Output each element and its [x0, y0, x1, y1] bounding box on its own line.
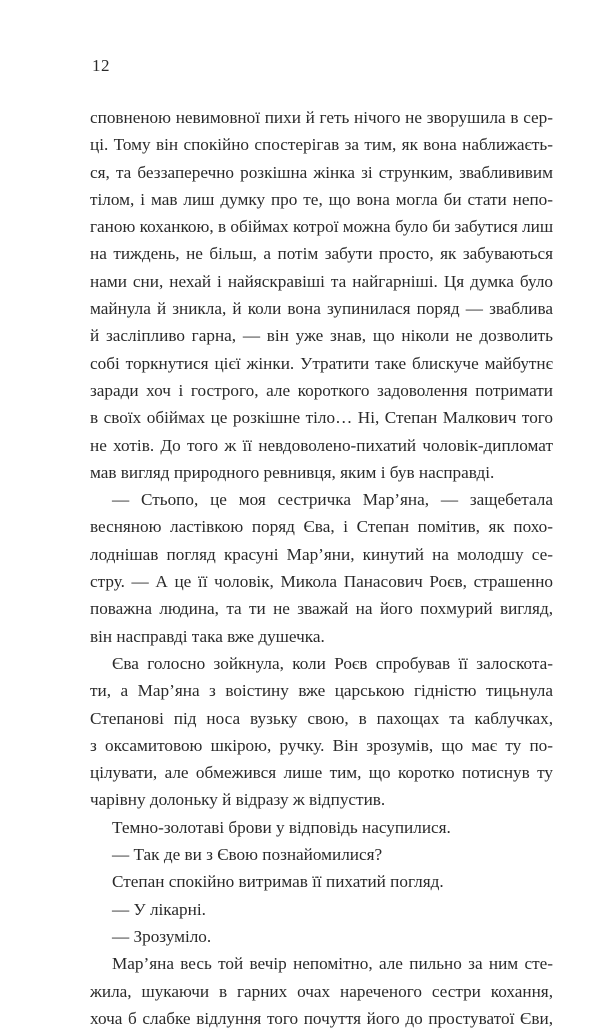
text-line: майнула й зникла, й коли вона зупинилася поряд — зваблива	[90, 299, 553, 319]
text-line: лоднішав погляд красуні Мар’яни, кинутий на молодшу се-	[90, 544, 553, 564]
text-line: заради хоч і гострого, але короткого задоволення потримати	[90, 380, 553, 400]
text-line: хоча б слабке відлуння того почуття його до простуватої Єви,	[90, 1008, 553, 1028]
text-line: — Так де ви з Євою познайомилися?	[112, 845, 383, 865]
text-line: — Стьопо, це моя сестричка Мар’яна, — защебетала	[112, 490, 553, 510]
text-line: й засліпливо гарна, — він уже знав, що ніколи не дозволить	[90, 326, 553, 346]
text-line: нами сни, нехай і найяскравіші та найгарніші. Ця думка було	[90, 271, 553, 291]
text-line: в своїх обіймах це розкішне тіло… Ні, Степан Малкович того	[90, 408, 553, 428]
text-line: Темно-золотаві брови у відповідь насупилися.	[112, 817, 451, 837]
text-line: цілувати, але обмежився лише тим, що коротко потиснув ту	[90, 763, 553, 783]
text-line: жила, шукаючи в гарних очах нареченого сестри кохання,	[90, 981, 553, 1001]
text-line: Степан спокійно витримав її пихатий погляд.	[112, 872, 444, 892]
text-line: не хотів. До того ж її невдоволено-пихатий чоловік-дипломат	[90, 435, 553, 455]
text-line: — У лікарні.	[112, 899, 206, 919]
text-line: з оксамитовою шкірою, ручку. Він зрозумів, що має ту по-	[90, 735, 553, 755]
text-line: собі торкнутися цієї жінки. Утратити таке блискуче майбутнє	[90, 353, 553, 373]
text-line: ці. Тому він спокійно спостерігав за тим, як вона наближаєть-	[90, 135, 553, 155]
text-line: Мар’яна весь той вечір непомітно, але пильно за ним сте-	[112, 954, 553, 974]
text-line: весняною ластівкою поряд Єва, і Степан помітив, як похо-	[90, 517, 553, 537]
text-line: на тиждень, не більш, а потім забути просто, як забуваються	[90, 244, 553, 264]
text-line: сповненою невимовної пихи й геть нічого не зворушила в сер-	[90, 108, 553, 127]
page-number: 12	[92, 56, 110, 75]
text-line: Степанові під носа вузьку свою, в пахощах та каблучках,	[90, 708, 553, 728]
body-text	[90, 104, 553, 1032]
text-line: Єва голосно зойкнула, коли Роєв спробував її залоскота-	[112, 653, 553, 673]
text-line: ганою коханкою, в обіймах котрої можна було би забутися лиш	[90, 217, 553, 237]
text-line: стру. — А це її чоловік, Микола Панасович Роєв, страшенно	[90, 572, 553, 592]
text-line: тілом, і мав лиш думку про те, що вона могла би стати непо-	[90, 189, 553, 209]
text-line: він насправді така вже душечка.	[90, 626, 325, 646]
text-line: ти, а Мар’яна з воістину вже царською гідністю тицьнула	[90, 681, 553, 701]
text-line: чарівну долоньку й відразу ж відпустив.	[90, 790, 386, 810]
text-line: ся, та беззаперечно розкішна жінка зі струнким, зваблививим	[90, 162, 553, 182]
text-line: — Зрозуміло.	[112, 926, 212, 946]
text-line: поважна людина, та ти не зважай на його похмурий вигляд,	[90, 599, 553, 619]
text-line: мав вигляд природного ревнивця, яким і був насправді.	[90, 462, 495, 482]
